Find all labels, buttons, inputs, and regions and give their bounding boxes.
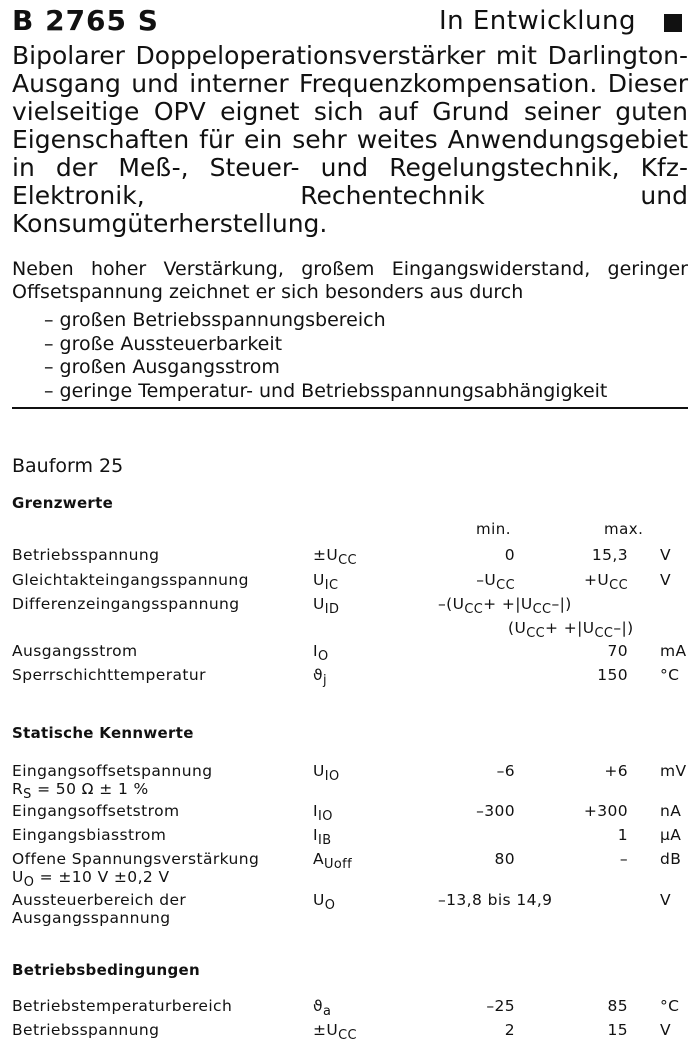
param-unit: mA <box>660 642 687 660</box>
param-min: 80 <box>494 850 515 868</box>
param-max: 1 <box>617 826 628 844</box>
param-name: Eingangsoffsetspannung <box>12 762 213 780</box>
table-row <box>0 642 700 664</box>
param-unit: µA <box>660 826 682 844</box>
table-row <box>0 666 700 688</box>
param-min: $-U_{CC}$ <box>476 571 515 594</box>
table-row <box>0 891 700 927</box>
divider <box>12 407 688 409</box>
param-unit: V <box>660 891 672 909</box>
param-symbol: $ϑ_a$ <box>313 997 332 1020</box>
param-unit: mV <box>660 762 687 780</box>
param-max: – <box>619 850 628 868</box>
param-min: –300 <box>476 802 515 820</box>
param-name: Offene Spannungsverstärkung <box>12 850 260 868</box>
param-name: Eingangsoffsetstrom <box>12 802 180 820</box>
param-symbol: $U_O$ <box>313 891 336 914</box>
param-min: –25 <box>486 997 515 1015</box>
param-range: –13,8 bis 14,9 <box>438 891 553 909</box>
package-type: Bauform 25 <box>12 455 124 477</box>
param-name: Differenzeingangsspannung <box>12 595 240 613</box>
section-statische-title: Statische Kennwerte <box>12 724 194 742</box>
param-name: Aussteuerbereich der <box>12 891 187 909</box>
param-unit: nA <box>660 802 682 820</box>
param-symbol: $\pm U_{CC}$ <box>313 546 357 569</box>
param-name: Sperrschichttemperatur <box>12 666 206 684</box>
table-row <box>0 826 700 848</box>
param-unit: °C <box>660 997 680 1015</box>
status-label: In Entwicklung <box>438 6 636 36</box>
table-row <box>0 571 700 593</box>
lead-text: Neben hoher Verstärkung, großem Eingangswiderstand, geringer Offsetspannung zeichnet er sich besonders aus durch <box>12 258 688 303</box>
intro-paragraph <box>12 42 688 238</box>
param-name: Betriebsspannung <box>12 546 160 564</box>
feature-item: – geringe Temperatur- und Betriebsspannungsabhängigkeit <box>44 380 607 404</box>
table-row <box>0 802 700 824</box>
param-unit: V <box>660 546 672 564</box>
param-min: 0 <box>504 546 515 564</box>
param-unit: V <box>660 571 672 589</box>
param-max: 70 <box>607 642 628 660</box>
param-max: +6 <box>604 762 628 780</box>
param-unit: dB <box>660 850 682 868</box>
param-name: Betriebstemperaturbereich <box>12 997 233 1015</box>
param-name: Eingangsbiasstrom <box>12 826 167 844</box>
param-symbol: $U_{IC}$ <box>313 571 339 594</box>
table-row <box>0 595 700 642</box>
feature-item: – große Aussteuerbarkeit <box>44 333 607 357</box>
header <box>12 4 688 40</box>
part-number: B 2765 S <box>12 4 159 37</box>
param-max: $+U_{CC}$ <box>584 571 628 594</box>
col-min-header: min. <box>476 520 512 538</box>
param-name: Gleichtakteingangsspannung <box>12 571 249 589</box>
param-symbol: $I_{IB}$ <box>313 826 332 849</box>
status-square-icon <box>664 14 682 32</box>
param-name: Ausgangsstrom <box>12 642 138 660</box>
param-min: $-(U_{CC}+ +|U_{CC}-|)$ <box>438 595 572 618</box>
param-condition: $R_S = 50$ Ω ± 1 % <box>12 780 149 803</box>
param-name: Betriebsspannung <box>12 1021 160 1039</box>
table-row <box>0 762 700 803</box>
param-unit: V <box>660 1021 672 1039</box>
param-min: –6 <box>496 762 515 780</box>
param-condition: $U_O = \pm 10$ V ±0,2 V <box>12 868 170 891</box>
param-min: 2 <box>504 1021 515 1039</box>
feature-item: – großen Betriebsspannungsbereich <box>44 309 607 333</box>
param-symbol: $I_{IO}$ <box>313 802 333 825</box>
intro-text: Bipolarer Doppeloperationsverstärker mit Darlington-Ausgang und interner Frequenzkompensation. Dieser vielseitige OPV eignet sich auf Grund seiner guten Eigenschaften für ein sehr weites Anwendungsgebiet in der Meß-, Steuer- und Regelungstechnik, Kfz-Elektronik, Rechentechnik und Konsumgüterherstellung. <box>12 41 688 238</box>
param-max: $(U_{CC}+ +|U_{CC}-|)$ <box>508 619 634 642</box>
feature-item: – großen Ausgangsstrom <box>44 356 607 380</box>
param-max: +300 <box>583 802 628 820</box>
param-max: 15,3 <box>591 546 628 564</box>
table-row <box>0 997 700 1019</box>
param-max: 85 <box>607 997 628 1015</box>
param-symbol: $U_{ID}$ <box>313 595 340 618</box>
param-symbol: $ϑ_j$ <box>313 666 327 689</box>
section-grenzwerte-title: Grenzwerte <box>12 494 114 512</box>
param-condition: Ausgangsspannung <box>12 909 171 927</box>
param-unit: °C <box>660 666 680 684</box>
feature-list <box>44 309 607 403</box>
param-symbol: $U_{IO}$ <box>313 762 340 785</box>
param-symbol: $\pm U_{CC}$ <box>313 1021 357 1044</box>
col-max-header: max. <box>604 520 644 538</box>
table-row <box>0 1021 700 1043</box>
section-betrieb-title: Betriebsbedingungen <box>12 961 201 979</box>
param-max: 150 <box>597 666 628 684</box>
param-max: 15 <box>607 1021 628 1039</box>
param-symbol: $A_{Uoff}$ <box>313 850 353 873</box>
param-symbol: $I_O$ <box>313 642 329 665</box>
table-row <box>0 546 700 568</box>
table-row <box>0 850 700 891</box>
